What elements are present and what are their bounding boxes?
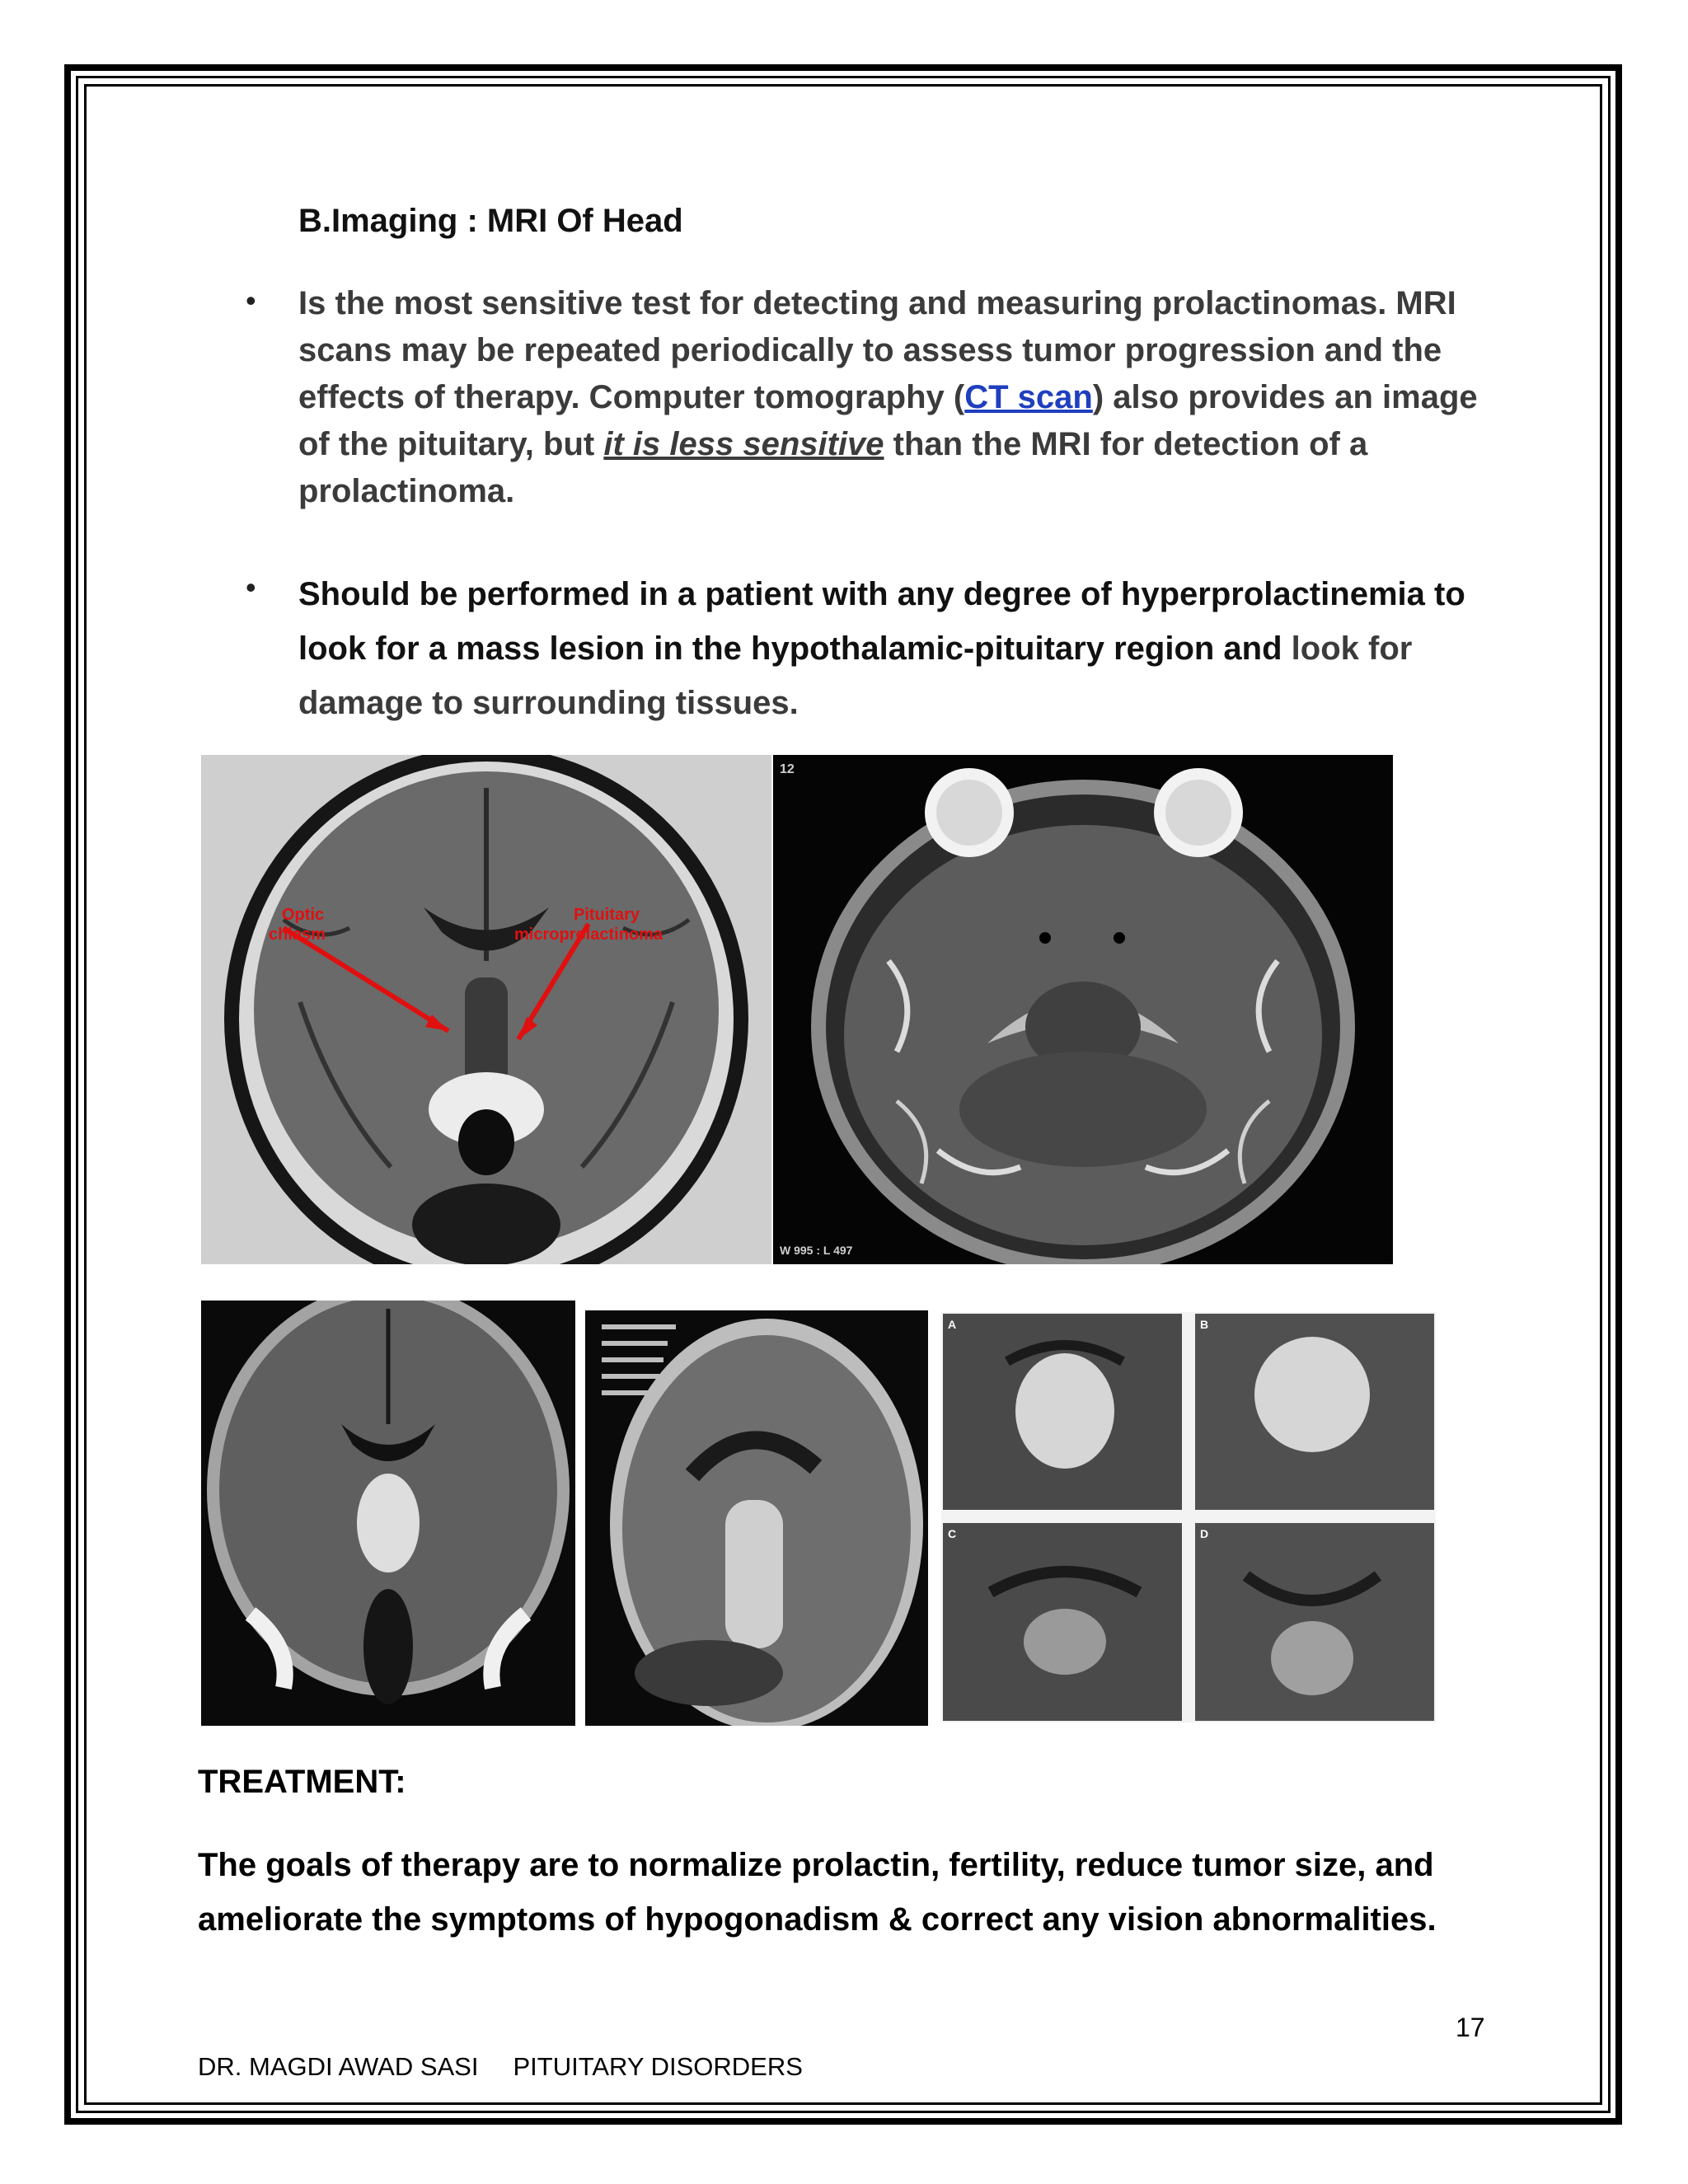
ct-scan-link[interactable]: CT scan [964, 379, 1093, 415]
label-pituitary: Pituitary [574, 906, 640, 924]
treatment-heading: TREATMENT: [198, 1764, 406, 1800]
four-panel-mri-image [941, 1312, 1436, 1722]
coronal-mri-image [201, 755, 771, 1264]
bullet1-text-c: than the MRI for detection of a prolactinoma. [298, 426, 1368, 509]
label-microprolactinoma: microprolactinoma [514, 926, 663, 944]
panel-label-b: B [1200, 1318, 1209, 1331]
bullet-mri-sensitivity [298, 280, 1502, 515]
footer-author: DR. MAGDI AWAD SASI [198, 2052, 479, 2081]
axial-mri-image [773, 755, 1393, 1264]
bullet-dot-2: • [246, 570, 256, 604]
page-footer [198, 2052, 803, 2082]
bullet2-text-a: Should be performed in a patient with any degree of hyperprolactinemia to look for a mass lesion in the hypothalamic-pituitary region and [298, 576, 1465, 667]
label-optic: Optic [282, 906, 325, 924]
label-chiasm: chiasm [269, 926, 326, 944]
page-number: 17 [1456, 2013, 1485, 2042]
section-heading: B.Imaging : MRI Of Head [298, 203, 683, 239]
sagittal-mri-image [585, 1310, 928, 1726]
footer-title: PITUITARY DISORDERS [513, 2052, 803, 2081]
axial-corner-label: 12 [780, 762, 795, 776]
axial-footer-label: W 995 : L 497 [780, 1244, 853, 1257]
bullet-mri-indication [298, 567, 1502, 730]
bullet1-emphasis: it is less sensitive [603, 426, 884, 462]
bullet2-text-b: look for damage to surrounding tissues. [298, 630, 1413, 721]
coronal-mri-adenoma-image [201, 1301, 575, 1726]
treatment-text: The goals of therapy are to normalize prolactin, fertility, reduce tumor size, and ameliorate the symptoms of hypogonadism & correct any vision abnormalities. [198, 1847, 1437, 1938]
bullet1-text-a: Is the most sensitive test for detecting and measuring prolactinomas. MRI scans may be repeated periodically to assess tumor progression and the effects of therapy. Computer tomography ( [298, 285, 1456, 415]
panel-label-d: D [1200, 1527, 1209, 1540]
panel-label-a: A [948, 1318, 957, 1331]
panel-label-c: C [948, 1527, 957, 1540]
bullet-dot-1: • [246, 284, 256, 317]
bullet1-text-b: ) also provides an image of the pituitary, but [298, 379, 1478, 462]
